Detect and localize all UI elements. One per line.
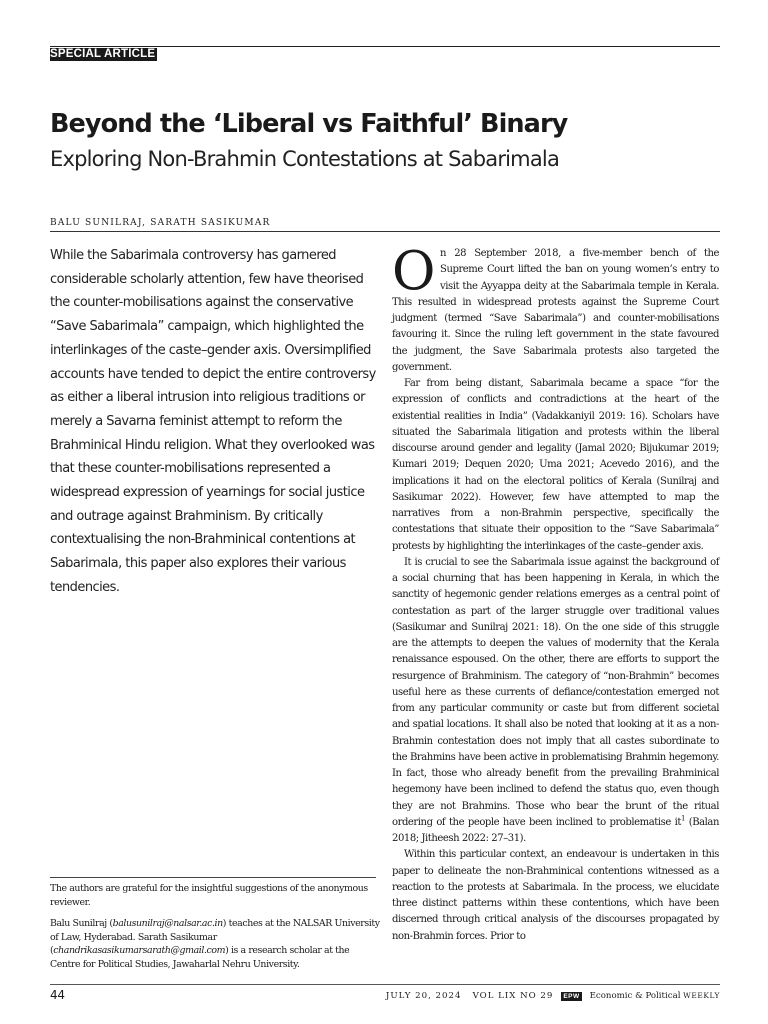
author-email[interactable]: chandrikasasikumarsarath@gmail.com: [53, 945, 226, 956]
acknowledgement-note: The authors are grateful for the insightful suggestions of the anonymous reviewer.: [50, 883, 368, 908]
paragraph: Within this particular context, an endeavour is undertaken in this paper to delineate the non-Brahminical contentions witnessed as a reaction to the protests at Sabarimala. In the process, we elucidate three distinct patterns within these contentions, which have been discerned through critical analysis of the discourses propagated by non-Brahmin forces. Prior to: [392, 849, 719, 942]
byline-rule: [50, 231, 720, 232]
footer-rule: [50, 984, 720, 985]
page-number: 44: [50, 988, 65, 1002]
footnote-marker[interactable]: 1: [680, 814, 685, 823]
issue-date: JULY 20, 2024 VOL LIX NO 29: [385, 991, 554, 1001]
notes-rule: [50, 877, 376, 878]
author-bio-note: Balu Sunilraj (balusunilraj@nalsar.ac.in) teaches at the NALSAR University of Law, Hyderabad. Sarath Sasikumar (chandrikasasikumarsarath@gmail.com) is a research scholar at the Centre for Political Studies, Jawaharlal Nehru University.: [50, 918, 380, 970]
paragraph: It is crucial to see the Sabarimala issue against the background of a social churning that has been happening in Kerala, in which the sanctity of hegemonic gender relations emerges as a central point of contestation as part of the larger struggle over traditional values (Sasikumar and Sunilraj 2021: 18). On the one side of this struggle are the attempts to deepen the values of modernity that the Kerala renaissance espoused. On the other, there are efforts to support the resurgence of Brahminism. The category of “non-Brahmin” becomes useful here as these currents of defiance/contestation emerged not from any particular community or caste but from different societal and spatial locations. It shall also be noted that looking at it as a non-Brahmin contestation does not imply that all castes subordinate to the Brahmins have been active in problematising Brahmin hegemony. In fact, those who already benefit from the prevailing Brahminical hegemony have been inclined to defend the status quo, even though they are not Brahmins. Those who bear the brunt of the ritual ordering of the people have been inclined to problematise $it^1$ (Balan 2018; Jitheesh 2022: 27–31).: [392, 556, 719, 844]
abstract: While the Sabarimala controversy has garnered considerable scholarly attention, few have theorised the counter-mobilisations against the conservative “Save Sabarimala” campaign, which highlighted the interlinkages of the caste–gender axis. Oversimplified accounts have tended to depict the entire controversy as either a liberal intrusion into religious traditions or merely a Savarna feminist attempt to reform the Brahminical Hindu religion. What they overlooked was that these counter-mobilisations represented a widespread expression of yearnings for social justice and outrage against Brahminism. By critically contextualising the non-Brahminical contentions at Sabarimala, this paper also explores their various tendencies.: [50, 248, 376, 595]
article-title: Beyond the ‘Liberal vs Faithful’ Binary: [50, 109, 568, 139]
article-subtitle: Exploring Non-Brahmin Contestations at Sabarimala: [50, 147, 560, 171]
section-label: SPECIAL ARTICLE: [50, 46, 720, 61]
paragraph: Far from being distant, Sabarimala became a space “for the expression of conflicts and contradictions at the heart of the existential realities in India” (Vadakkaniyil 2019: 16). Scholars have situated the Sabarimala litigation and protests within the liberal discourse around gender and legality (Jamal 2020; Bijukumar 2019; Kumari 2019; Dequen 2020; Uma 2021; Acevedo 2016), and the implications it had on the electoral politics of Kerala (Sunilraj and Sasikumar 2022). However, few have attempted to map the narratives from a non-Brahmin perspective, specifically the contestations that situate their opposition to the “Save Sabarimala” protests by highlighting the interlinkages of the caste–gender axis.: [392, 378, 719, 552]
author-byline: BALU SUNILRAJ, SARATH SASIKUMAR: [50, 218, 271, 228]
epw-logo: EPW: [563, 992, 580, 1000]
drop-cap: O: [392, 241, 436, 302]
footer-issue-info: [386, 991, 720, 1001]
paragraph: On 28 September 2018, a five-member bench of the Supreme Court lifted the ban on young women’s entry to visit the Ayyappa deity at the Sabarimala temple in Kerala. This resulted in widespread protests against the Supreme Court judgment (termed “Save Sabarimala”) and counter-mobilisations favouring it. Since the ruling left government in the state favoured the judgment, the Save Sabarimala protests also targeted the government.: [392, 241, 719, 373]
article-body: [392, 241, 719, 945]
author-email[interactable]: balusunilraj@nalsar.ac.in: [112, 918, 223, 929]
journal-name: Economic & Political WEEKLY: [589, 991, 720, 1001]
